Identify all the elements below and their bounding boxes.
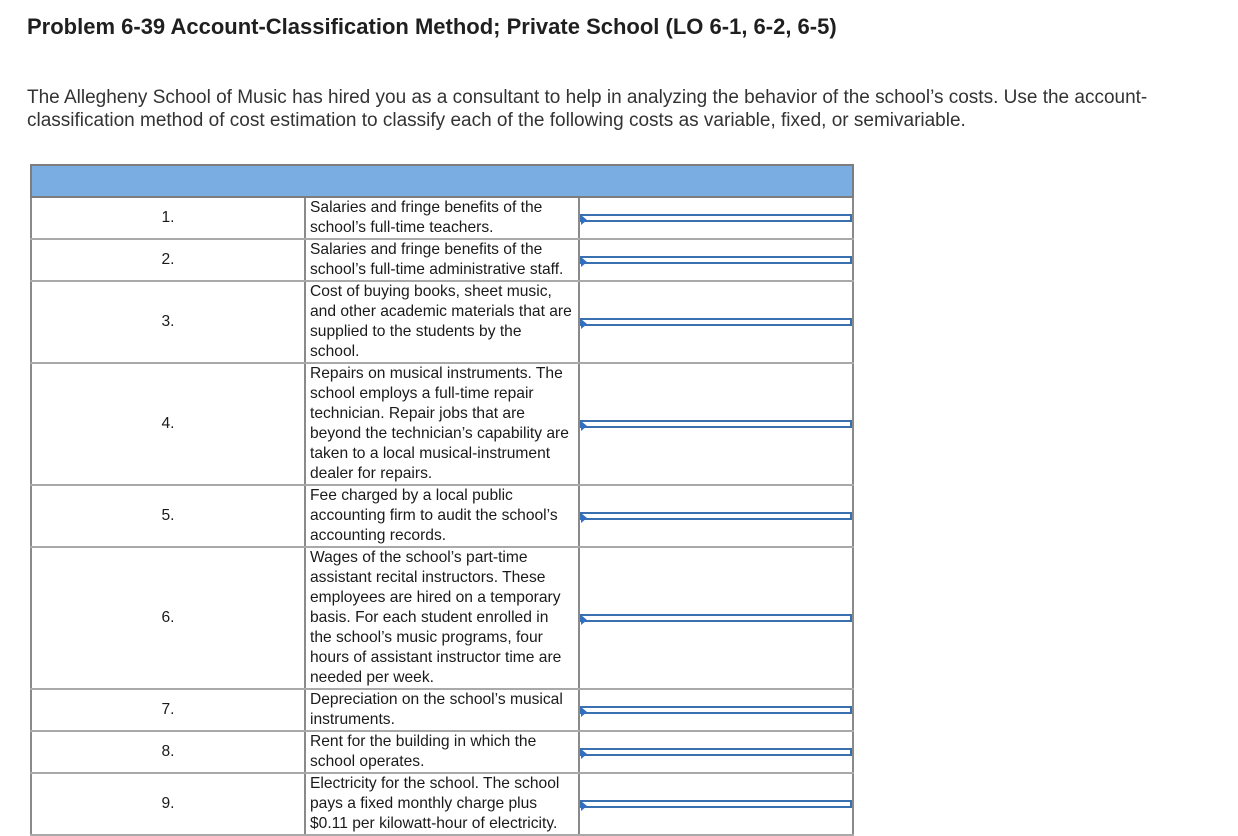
row-number: 5. <box>31 485 305 547</box>
row-number: 1. <box>31 197 305 239</box>
selected-classification <box>582 514 850 518</box>
table-header-row <box>31 165 853 197</box>
selected-classification <box>582 802 850 806</box>
classification-dropdown[interactable] <box>580 614 852 622</box>
dropdown-caret-icon <box>581 615 587 625</box>
classification-cell <box>579 773 853 835</box>
classification-cell <box>579 239 853 281</box>
selected-classification <box>582 750 850 754</box>
cost-description: Rent for the building in which the school operates. <box>305 731 579 773</box>
selected-classification <box>582 616 850 620</box>
classification-cell <box>579 547 853 689</box>
problem-instructions: The Allegheny School of Music has hired you as a consultant to help in analyzing the behavior of the school’s costs. Use the account-classification method of cost estimation to classify each of the following costs as variable, fixed, or semivariable. <box>27 87 1148 131</box>
classification-dropdown[interactable] <box>580 214 852 222</box>
row-number: 8. <box>31 731 305 773</box>
classification-cell <box>579 197 853 239</box>
dropdown-caret-icon <box>581 801 587 811</box>
row-number: 6. <box>31 547 305 689</box>
cost-description: Depreciation on the school’s musical instruments. <box>305 689 579 731</box>
table-row <box>31 547 853 689</box>
table-row <box>31 197 853 239</box>
table-row <box>31 281 853 363</box>
dropdown-caret-icon <box>581 215 587 225</box>
row-number: 3. <box>31 281 305 363</box>
table-row <box>31 485 853 547</box>
table-row <box>31 689 853 731</box>
dropdown-caret-icon <box>581 513 587 523</box>
dropdown-caret-icon <box>581 749 587 759</box>
classification-dropdown[interactable] <box>580 420 852 428</box>
classification-cell <box>579 689 853 731</box>
classification-cell <box>579 485 853 547</box>
dropdown-caret-icon <box>581 707 587 717</box>
classification-dropdown[interactable] <box>580 512 852 520</box>
row-number: 9. <box>31 773 305 835</box>
cost-description: Salaries and fringe benefits of the school’s full-time administrative staff. <box>305 239 579 281</box>
cost-description: Electricity for the school. The school pays a fixed monthly charge plus $0.11 per kilowatt-hour of electricity. <box>305 773 579 835</box>
row-number: 2. <box>31 239 305 281</box>
cost-description: Fee charged by a local public accounting firm to audit the school’s accounting records. <box>305 485 579 547</box>
table-row <box>31 773 853 835</box>
classification-dropdown[interactable] <box>580 800 852 808</box>
row-number: 7. <box>31 689 305 731</box>
selected-classification <box>582 708 850 712</box>
dropdown-caret-icon <box>581 319 587 329</box>
classification-table <box>30 164 854 836</box>
selected-classification <box>582 422 850 426</box>
cost-description: Repairs on musical instruments. The school employs a full-time repair technician. Repair jobs that are beyond the technician’s capability are taken to a local musical-instrument dealer for repairs. <box>305 363 579 485</box>
problem-title: Problem 6-39 Account-Classification Method; Private School (LO 6-1, 6-2, 6-5) <box>27 14 837 39</box>
cost-description: Salaries and fringe benefits of the school’s full-time teachers. <box>305 197 579 239</box>
dropdown-caret-icon <box>581 257 587 267</box>
cost-description: Cost of buying books, sheet music, and other academic materials that are supplied to the students by the school. <box>305 281 579 363</box>
selected-classification <box>582 320 850 324</box>
classification-cell <box>579 731 853 773</box>
selected-classification <box>582 216 850 220</box>
classification-cell <box>579 281 853 363</box>
table-header-cell <box>31 165 853 197</box>
classification-dropdown[interactable] <box>580 706 852 714</box>
classification-dropdown[interactable] <box>580 256 852 264</box>
classification-dropdown[interactable] <box>580 318 852 326</box>
table-row <box>31 239 853 281</box>
classification-cell <box>579 363 853 485</box>
dropdown-caret-icon <box>581 421 587 431</box>
table-row <box>31 363 853 485</box>
row-number: 4. <box>31 363 305 485</box>
table-row <box>31 731 853 773</box>
cost-description: Wages of the school’s part-time assistant recital instructors. These employees are hired on a temporary basis. For each student enrolled in the school’s music programs, four hours of assistant instructor time are needed per week. <box>305 547 579 689</box>
selected-classification <box>582 258 850 262</box>
classification-dropdown[interactable] <box>580 748 852 756</box>
